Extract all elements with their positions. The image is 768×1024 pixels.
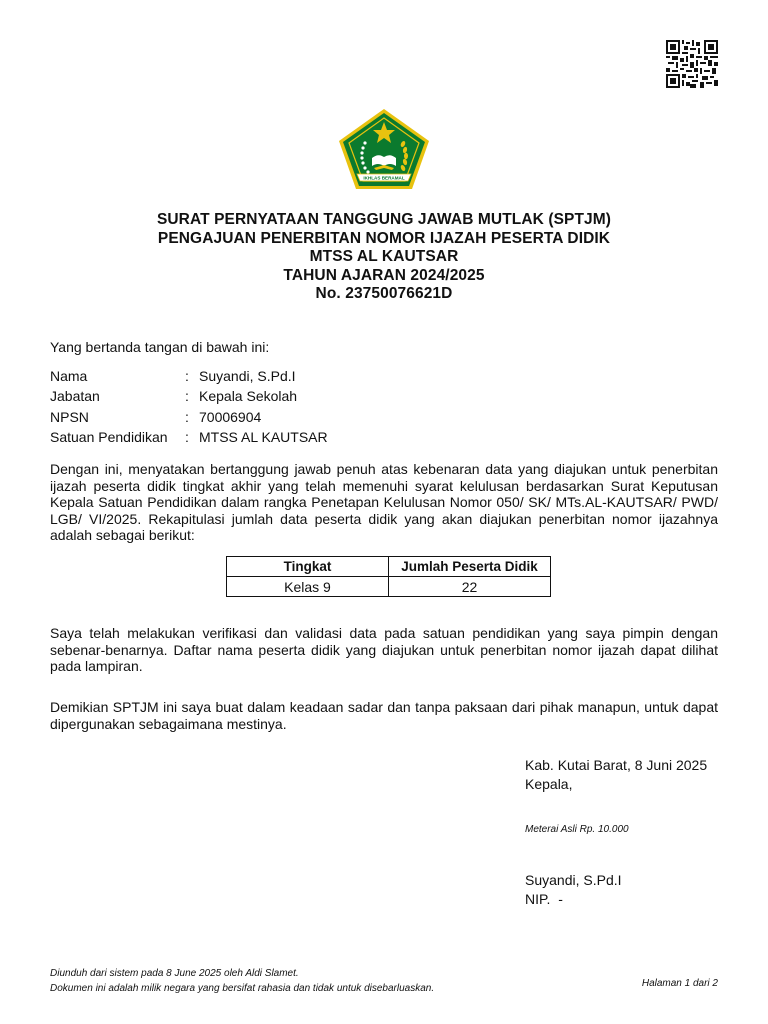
document-title <box>0 211 768 304</box>
page-footer <box>50 967 434 996</box>
emblem-banner-text: IKHLAS BERAMAL <box>363 175 405 181</box>
identity-row-npsn <box>50 409 450 429</box>
title-line-3: MTSS AL KAUTSAR <box>309 248 459 265</box>
meterai-note: Meterai Asli Rp. 10.000 <box>525 824 629 835</box>
identity-colon: : <box>185 408 189 425</box>
confidentiality-note: Dokumen ini adalah milik negara yang bersifat rahasia dan tidak untuk disebarluaskan. <box>50 982 435 994</box>
title-line-2: PENGAJUAN PENERBITAN NOMOR IJAZAH PESERTA DIDIK <box>157 229 611 247</box>
title-line-1: SURAT PERNYATAAN TANGGUNG JAWAB MUTLAK (SPTJM) <box>156 211 612 228</box>
document-number: No. 23750076621D <box>315 285 453 302</box>
qr-code-icon <box>666 40 718 88</box>
title-line-4: TAHUN AJARAN 2024/2025 <box>283 266 485 284</box>
verification-paragraph: Saya telah melakukan verifikasi dan validasi data pada satuan pendidikan yang saya pimpin dengan sebenar-benarnya. Daftar nama peserta didik yang diajukan untuk penerbitan nomor ijazah dapat dilihat pada lampiran. <box>50 625 718 675</box>
identity-value: MTSS AL KAUTSAR <box>199 428 328 445</box>
table-header-tingkat: Tingkat <box>227 557 389 577</box>
statement-paragraph: Dengan ini, menyatakan bertanggung jawab penuh atas kebenaran data yang diajukan untuk penerbitan ijazah peserta didik tingkat akhir yang telah memenuhi syarat kelulusan berdasarkan Surat Keputusan Kepala Satuan Pendidikan dalam rangka Penetapan Kelulusan Nomor 050/ SK/ MTs.AL-KAUTSAR/ PWD/ LGB/ VI/2025. Rekapitulasi jumlah data peserta didik yang akan diajukan penerbitan nomor ijazahnya adalah sebagai berikut: <box>50 461 718 544</box>
identity-label: Nama <box>50 368 88 384</box>
identity-row-nama <box>50 368 450 388</box>
identity-label: NPSN <box>50 408 89 425</box>
signer-name: Suyandi, S.Pd.I <box>525 872 622 888</box>
identity-label: Satuan Pendidikan <box>50 428 168 445</box>
identity-row-jabatan <box>50 388 450 408</box>
signer-position: Kepala, <box>525 775 573 792</box>
identity-value: 70006904 <box>199 408 262 425</box>
identity-block <box>50 368 450 449</box>
identity-label: Jabatan <box>50 388 100 405</box>
intro-text: Yang bertanda tangan di bawah ini: <box>50 339 270 355</box>
table-header-jumlah: Jumlah Peserta Didik <box>389 557 551 577</box>
page-number: Halaman 1 dari 2 <box>641 978 718 989</box>
table-row <box>227 577 551 597</box>
table-cell-jumlah: 22 <box>389 577 551 597</box>
signature-footer <box>525 871 622 908</box>
closing-paragraph: Demikian SPTJM ini saya buat dalam keadaan sadar dan tanpa paksaan dari pihak manapun, untuk dapat dipergunakan sebagaimana mestinya. <box>50 699 718 732</box>
place-date: Kab. Kutai Barat, 8 Juni 2025 <box>525 757 708 773</box>
identity-colon: : <box>185 428 189 445</box>
kemenag-emblem-icon <box>338 108 430 190</box>
recap-table <box>226 556 551 597</box>
download-note: Diunduh dari sistem pada 8 June 2025 oleh Aldi Slamet. <box>50 968 299 979</box>
table-header-row <box>227 557 551 577</box>
signer-nip: NIP. - <box>525 890 563 907</box>
identity-row-satuan-pendidikan <box>50 429 450 449</box>
signature-header <box>525 756 707 793</box>
identity-value: Kepala Sekolah <box>199 388 298 405</box>
identity-value: Suyandi, S.Pd.I <box>199 368 296 384</box>
table-cell-tingkat: Kelas 9 <box>227 577 389 597</box>
identity-colon: : <box>185 368 189 384</box>
identity-colon: : <box>185 388 189 405</box>
